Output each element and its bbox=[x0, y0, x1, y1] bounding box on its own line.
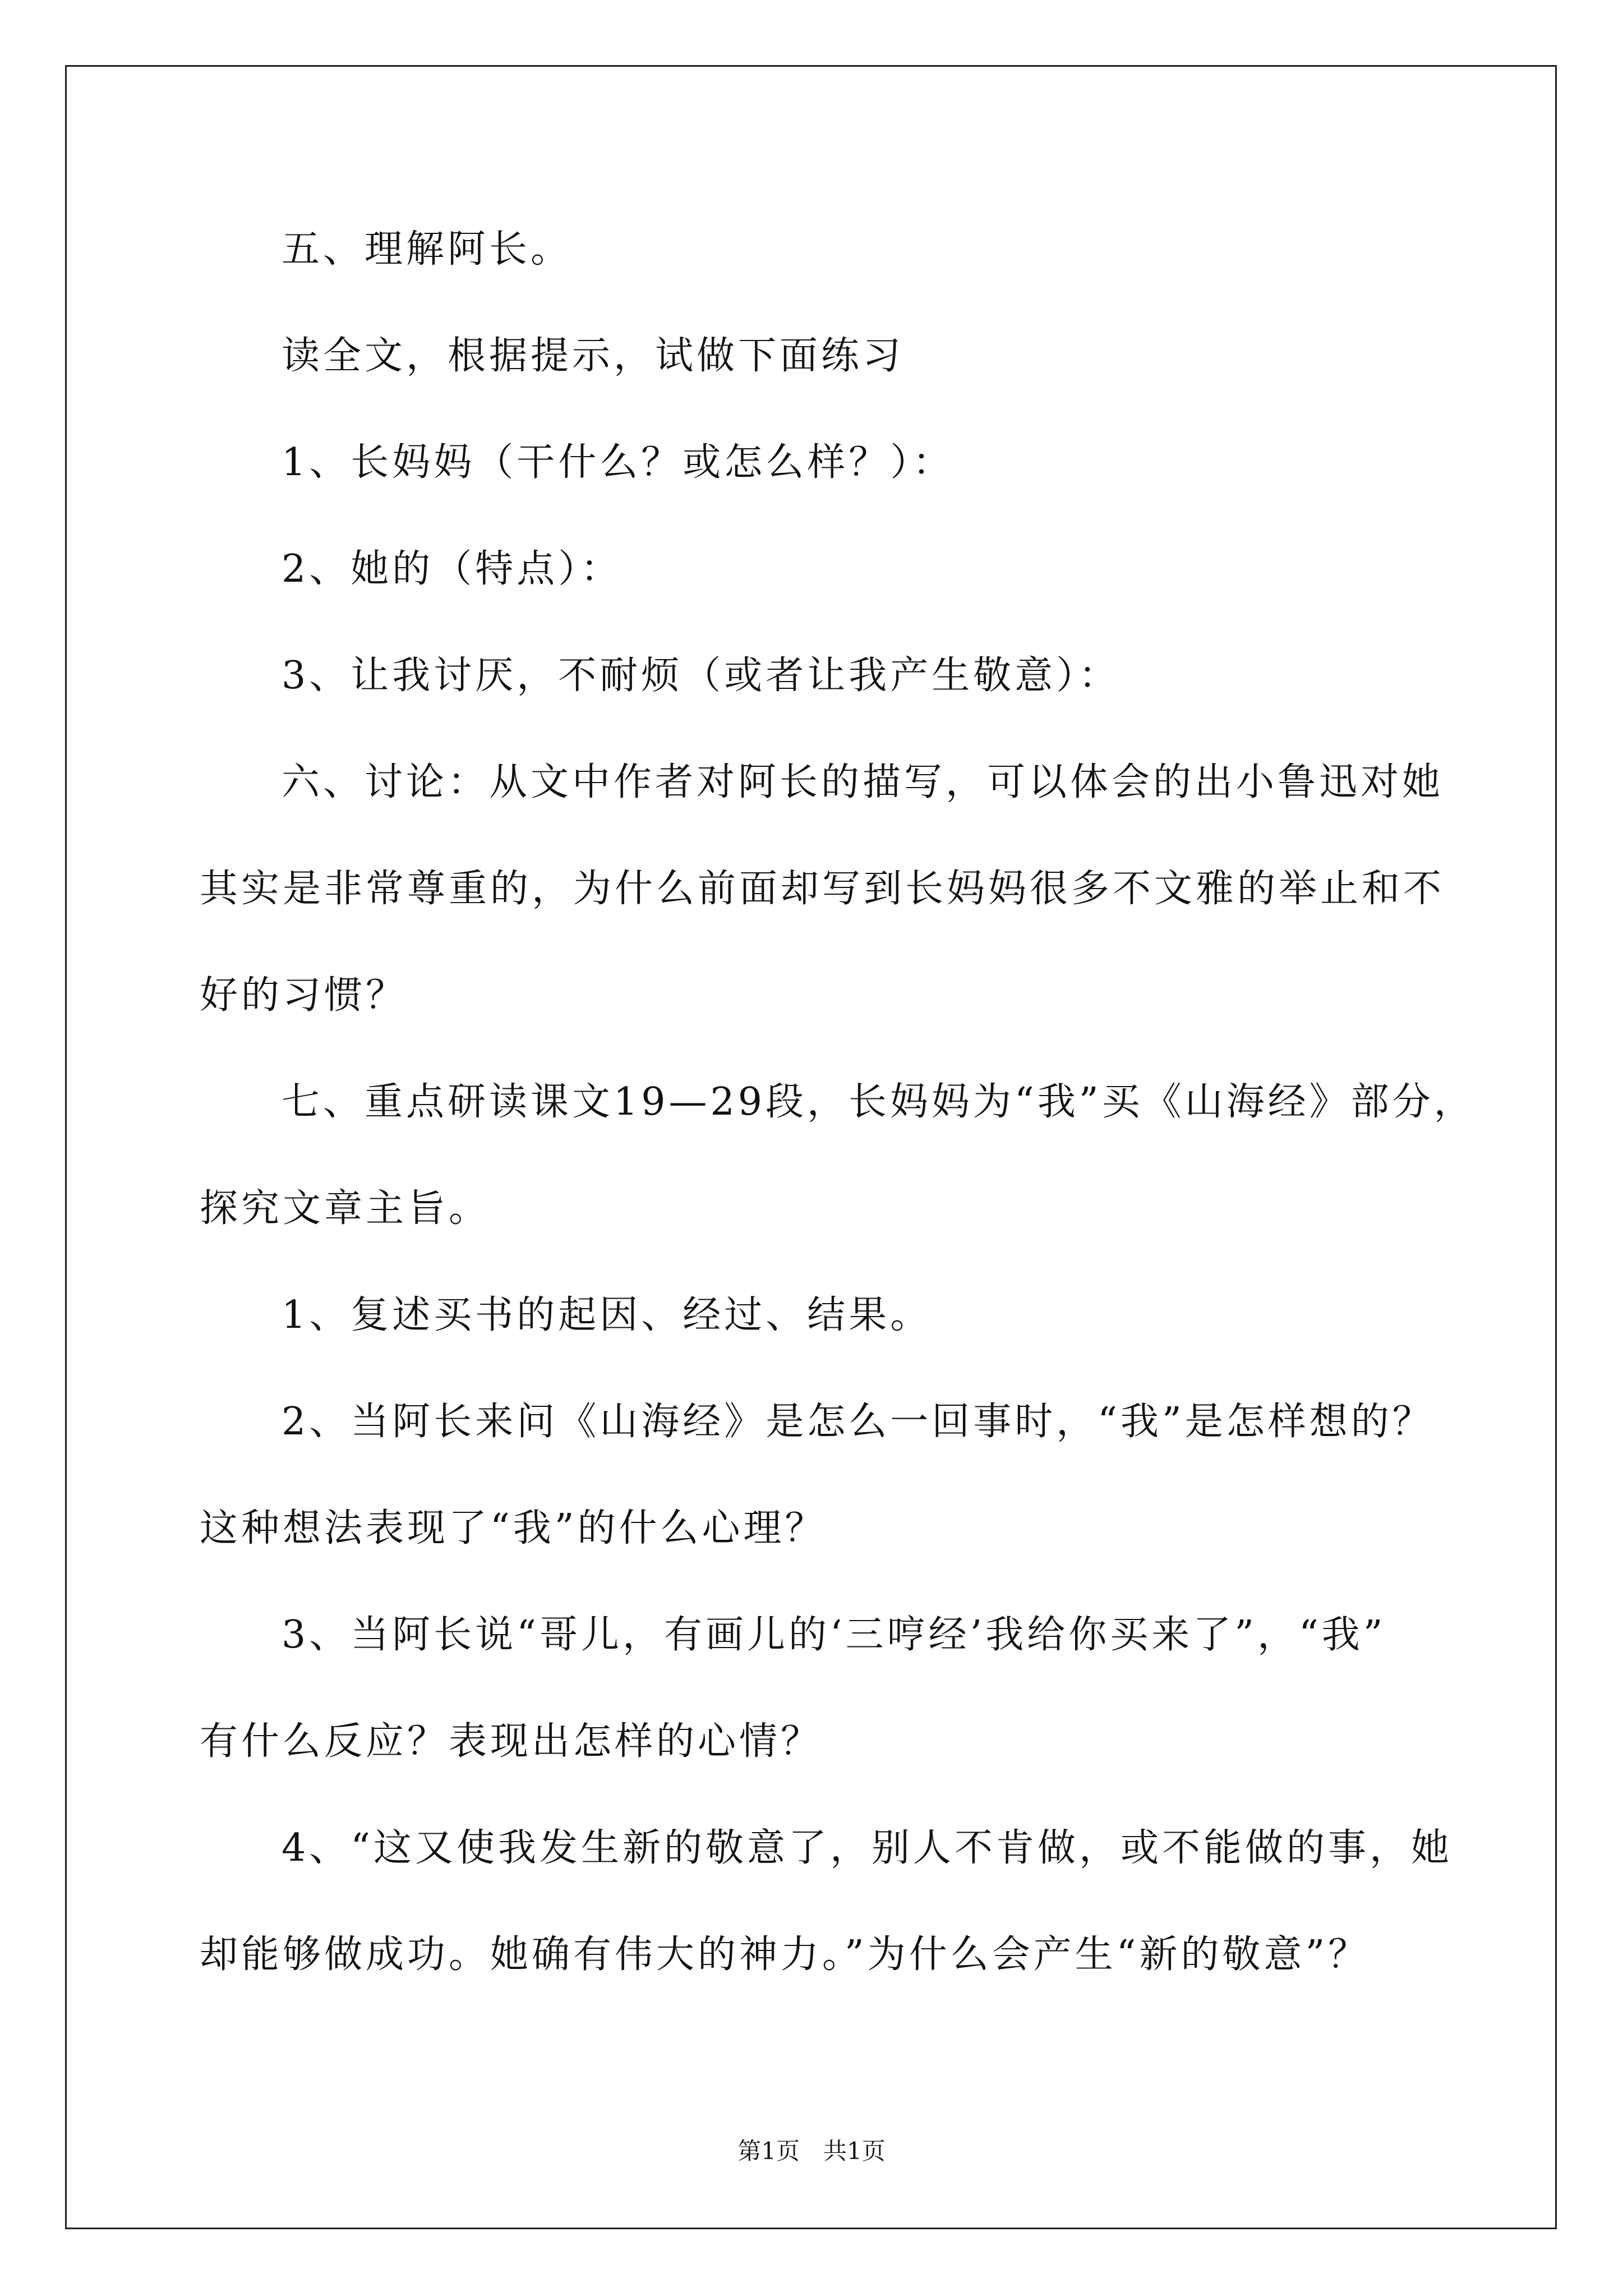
paragraph-line: 探究文章主旨。 bbox=[200, 1186, 491, 1231]
exercise-item-3: 3、让我讨厌，不耐烦（或者让我产生敬意）： bbox=[282, 654, 1121, 698]
section-heading-7: 七、重点研读课文19—29段，长妈妈为“我”买《山海经》部分， bbox=[282, 1080, 1476, 1124]
paragraph-line: 其实是非常尊重的，为什么前面却写到长妈妈很多不文雅的举止和不 bbox=[200, 867, 1445, 911]
section-heading-6: 六、讨论：从文中作者对阿长的描写，可以体会的出小鲁迅对她 bbox=[282, 760, 1444, 804]
paragraph-line: 这种想法表现了“我”的什么心理？ bbox=[200, 1506, 827, 1550]
question-item-2: 2、当阿长来问《山海经》是怎么一回事时，“我”是怎样想的？ bbox=[282, 1400, 1434, 1444]
question-item-3: 3、当阿长说“哥儿，有画儿的‘三哼经’我给你买来了”，“我” bbox=[282, 1613, 1386, 1657]
paragraph-instruction: 读全文，根据提示，试做下面练习 bbox=[282, 334, 905, 378]
question-item-4: 4、“这又使我发生新的敬意了，别人不肯做，或不能做的事，她 bbox=[282, 1826, 1453, 1870]
paragraph-line: 好的习惯？ bbox=[200, 973, 408, 1018]
question-item-1: 1、复述买书的起因、经过、结果。 bbox=[282, 1293, 932, 1337]
paragraph-line: 却能够做成功。她确有伟大的神力。”为什么会产生“新的敬意”？ bbox=[200, 1932, 1370, 1977]
page-border bbox=[65, 65, 1557, 2229]
exercise-item-2: 2、她的（特点）： bbox=[282, 547, 623, 591]
paragraph-line: 有什么反应？表现出怎样的心情？ bbox=[200, 1719, 823, 1764]
exercise-item-1: 1、长妈妈（干什么？或怎么样？）： bbox=[282, 440, 955, 485]
section-heading-5: 五、理解阿长。 bbox=[282, 227, 573, 272]
page-number-footer: 第1页 共1页 bbox=[737, 2137, 886, 2165]
